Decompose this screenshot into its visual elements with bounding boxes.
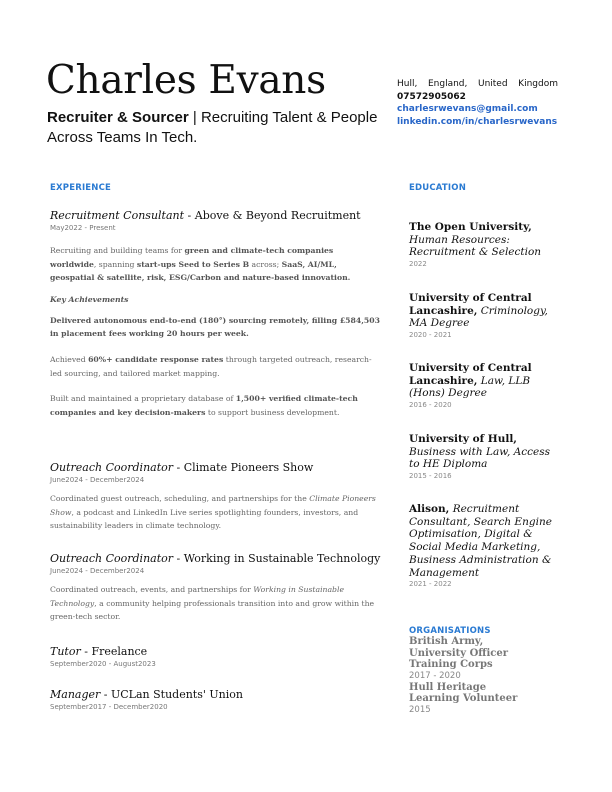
text-segment: 1,500+ verified climate-tech companies and key decision-makers: [50, 394, 358, 417]
text-segment: -: [173, 461, 184, 474]
edu-years: 2022: [409, 260, 427, 269]
text-segment: through targeted outreach, research-led sourcing, and tailored market mapping.: [50, 354, 372, 378]
text-segment: , spanning: [93, 259, 137, 269]
organisations-heading: ORGANISATIONS: [409, 626, 491, 636]
text-segment: Coordinated guest outreach, scheduling, and partnerships for the: [50, 494, 310, 503]
job-org: UCLan Students' Union: [111, 688, 243, 701]
school: The Open University,: [409, 221, 532, 233]
edu-years: 2021 - 2022: [409, 580, 452, 589]
job-role: Tutor: [50, 645, 81, 658]
education-entry: [409, 433, 559, 482]
school: University of Hull,: [409, 433, 517, 445]
contact-block: [397, 78, 558, 128]
job-entry: [50, 461, 380, 533]
organisations-section: [409, 626, 559, 716]
key-achievements-label: Key Achievements: [50, 294, 129, 304]
edu-years: 2015 - 2016: [409, 472, 452, 481]
text-segment: Achieved: [50, 354, 89, 364]
text-segment: Climate Pioneers Show: [50, 494, 376, 517]
text-segment: , a community helping professionals transition into and grow within the green-tech sector.: [50, 598, 375, 622]
text-segment: Delivered autonomous end-to-end (180°) sourcing remotely, filling £584,503 in placement fees working 20 hours per week.: [50, 315, 380, 339]
job-dates: June2024 - December2024: [50, 476, 145, 484]
achievement: [50, 353, 380, 380]
education-entry: [409, 503, 559, 590]
organisation-years: 2017 - 2020: [409, 670, 461, 681]
job-summary: [50, 244, 380, 285]
text-segment: Built and maintained a proprietary database of: [50, 394, 236, 404]
text-segment: start-ups Seed to Series B: [136, 259, 250, 269]
education-entry: [409, 221, 559, 270]
text-segment: to support business development.: [205, 407, 340, 417]
job-entry: [50, 645, 380, 668]
job-org: Above & Beyond Recruitment: [194, 209, 361, 222]
job-entry: [50, 688, 380, 711]
job-role: Outreach Coordinator: [50, 461, 174, 474]
edu-years: 2016 - 2020: [409, 401, 452, 410]
education-entry: [409, 292, 559, 341]
headline: [47, 108, 387, 148]
separator: -: [184, 209, 195, 222]
edu-years: 2020 - 2021: [409, 331, 452, 340]
job-role: Recruitment Consultant: [50, 209, 185, 222]
course: Law, LLB (Hons) Degree: [409, 374, 531, 400]
course: Criminology, MA Degree: [409, 304, 548, 330]
address: Hull, England, United Kingdom: [397, 79, 558, 89]
job-entry: [50, 552, 380, 624]
job-title: [50, 645, 380, 658]
text-segment: Recruiting and building teams for: [50, 246, 185, 255]
job-org: Freelance: [91, 645, 148, 658]
text-segment: SaaS, AI/ML, geospatial & satellite, risk, ESG/Carbon and nature-based innovation.: [50, 259, 351, 283]
text-segment: -: [173, 552, 184, 565]
headline-text: | Recruiting Talent & People Across Teams In Tech.: [47, 109, 378, 146]
text-segment: -: [80, 645, 92, 658]
course: Recruitment Consultant, Search Engine Optimisation, Digital & Social Media Marketing, Business Administration & Management: [409, 503, 552, 579]
school: University of Central Lancashire,: [409, 362, 532, 387]
job-title: [50, 688, 380, 701]
headline-title: Recruiter & Sourcer: [47, 109, 189, 126]
education-heading: EDUCATION: [409, 183, 467, 193]
school: Alison,: [409, 503, 450, 515]
candidate-name: Charles Evans: [46, 58, 326, 103]
job-title: [50, 461, 380, 474]
job-summary: [50, 583, 380, 624]
school: University of Central Lancashire,: [409, 292, 532, 317]
email-link[interactable]: charlesrwevans@gmail.com: [397, 104, 538, 114]
text-segment: -: [100, 688, 111, 701]
job-summary: [50, 492, 380, 533]
job-dates: May2022 - Present: [50, 224, 116, 232]
education-entry: [409, 362, 559, 411]
experience-heading: EXPERIENCE: [50, 183, 112, 193]
course: Human Resources: Recruitment & Selection: [409, 233, 542, 259]
achievement: [50, 314, 380, 341]
text-segment: green and climate-tech companies worldwide: [50, 246, 334, 269]
job-org: Working in Sustainable Technology: [183, 552, 381, 565]
achievement: [50, 392, 380, 419]
job-role: Manager: [50, 688, 101, 701]
job-title: [50, 209, 380, 222]
text-segment: Working in Sustainable Technology: [50, 585, 344, 608]
job-dates: September2017 - December2020: [50, 703, 168, 711]
job-org: Climate Pioneers Show: [183, 461, 314, 474]
job-dates: June2024 - December2024: [50, 567, 145, 575]
job-role: Outreach Coordinator: [50, 552, 174, 565]
text-segment: Coordinated outreach, events, and partnerships for: [50, 585, 254, 594]
text-segment: across;: [249, 259, 282, 269]
job-entry: [50, 209, 380, 419]
text-segment: 60%+ candidate response rates: [88, 354, 224, 364]
organisation-name: Hull Heritage Learning Volunteer: [409, 681, 518, 705]
linkedin-link[interactable]: linkedin.com/in/charlesrwevans: [397, 116, 558, 127]
phone: 07572905062: [397, 91, 466, 102]
organisation-name: British Army, University Officer Training Corps: [409, 636, 509, 671]
organisation-years: 2015: [409, 704, 431, 715]
course: Business with Law, Access to HE Diploma: [409, 445, 550, 471]
text-segment: , a podcast and LinkedIn Live series spotlighting founders, investors, and sustainability leaders in climate technology.: [50, 507, 359, 531]
job-title: [50, 552, 380, 565]
job-dates: September2020 - August2023: [50, 660, 156, 668]
